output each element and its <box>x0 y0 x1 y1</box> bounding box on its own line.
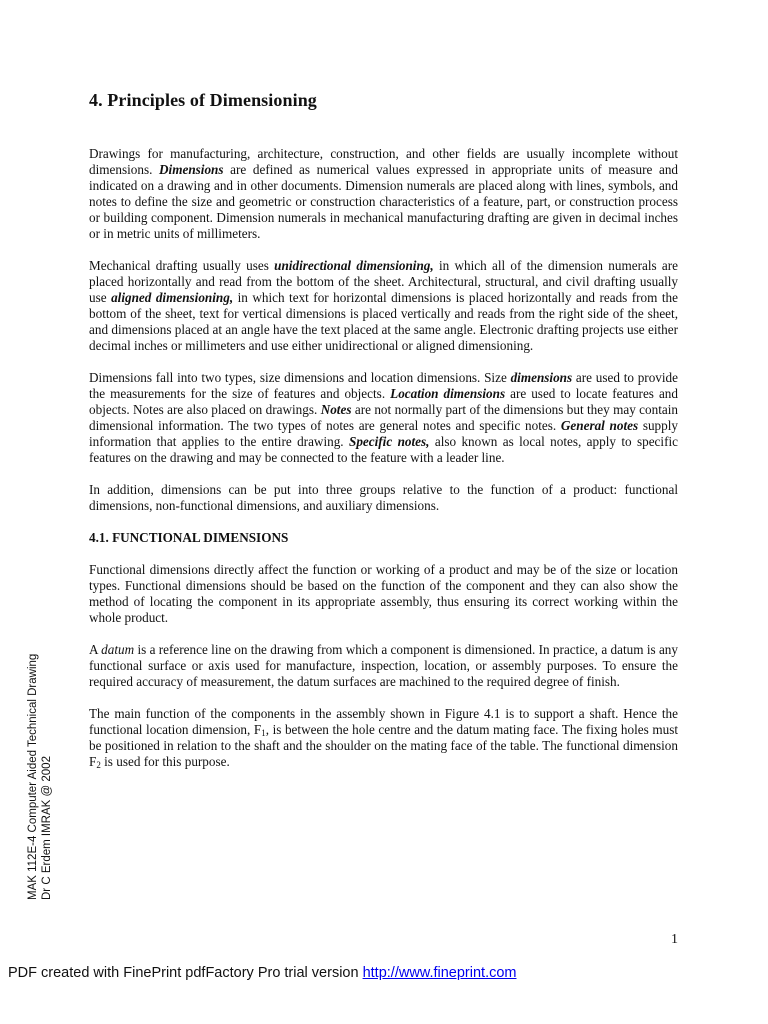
side-course-label <box>26 620 66 900</box>
document-body <box>89 146 678 786</box>
text-span: , is between the hole centre and the datum mating face. The fixing holes must be positioned in relation to the shaft and the shoulder on the mating face of the table. The functional dimension F <box>89 722 678 769</box>
text-span: Dimensions fall into two types, size dimensions and location dimensions. Size <box>89 370 511 385</box>
author-credit: Dr C Erdem IMRAK @ 2002 <box>41 756 53 900</box>
term-specific-notes: Specific notes, <box>348 434 430 449</box>
term-notes: Notes <box>320 402 352 417</box>
term-datum: datum <box>101 642 135 657</box>
term-unidirectional: unidirectional dimensioning, <box>274 258 434 273</box>
term-aligned: aligned dimensioning, <box>111 290 234 305</box>
text-span: are not normally part of the dimensions but they may contain dimensional information. The two types of notes are general notes and specific notes. <box>89 402 678 433</box>
paragraph-groups: In addition, dimensions can be put into three groups relative to the function of a product: functional dimensions, non-functional dimensions, and auxiliary dimensions. <box>89 482 678 513</box>
text-span: in which all of the dimension numerals are placed horizontally and read from the bottom of the sheet. Architectural, structural, and civil drafting usually use <box>89 258 678 305</box>
text-span: are used to locate features and objects. Notes are also placed on drawings. <box>89 386 678 417</box>
term-location-dimensions: Location dimensions <box>390 386 506 401</box>
term-general-notes: General notes <box>560 418 639 433</box>
paragraph-datum <box>89 642 678 690</box>
subscript: 2 <box>96 760 101 770</box>
text-span: The main function of the components in the assembly shown in Figure 4.1 is to support a shaft. Hence the functional location dimension, F <box>89 706 678 737</box>
paragraph-assembly <box>89 706 678 770</box>
text-span: in which text for horizontal dimensions is placed horizontally and reads from the bottom of the sheet, text for vertical dimensions is placed vertically and reads from the right side of the sheet, and dimensions placed at an angle have the text placed at the same angle. Electronic drafting projects use either decimal inches or millimeters and use either unidirectional or aligned dimensioning. <box>89 290 678 353</box>
text-span: also known as local notes, apply to specific features on the drawing and may be connected to the feature with a leader line. <box>89 434 678 465</box>
text-span: is a reference line on the drawing from which a component is dimensioned. In practice, a datum is any functional surface or axis used for manufacture, inspection, location, or assembly purposes. To ensure the required accuracy of measurement, the datum surfaces are machined to the required degree of finish. <box>89 642 678 689</box>
text-span: Drawings for manufacturing, architecture, construction, and other fields are usually incomplete without dimensions. <box>89 146 678 177</box>
section-heading: 4.1. FUNCTIONAL DIMENSIONS <box>89 530 289 545</box>
pdf-footer <box>8 965 517 981</box>
text-span: supply information that applies to the entire drawing. <box>89 418 679 449</box>
text-span: is used for this purpose. <box>100 754 230 769</box>
text-span: are defined as numerical values expressed in appropriate units of measure and indicated on a drawing and in other documents. Dimension numerals are placed along with lines, symbols, and notes to define the size and geometric or construction characteristics of a feature, part, or construction process or building component. Dimension numerals in mechanical manufacturing drafting are given in decimal inches or in metric units of millimeters. <box>89 162 679 241</box>
text-span: A <box>89 642 102 657</box>
term-dimensions: dimensions <box>510 370 573 385</box>
paragraph-types <box>89 370 678 466</box>
page-number: 1 <box>671 932 678 947</box>
subscript: 1 <box>261 728 266 738</box>
paragraph-functional: Functional dimensions directly affect the function or working of a product and may be of the size or location types. Functional dimensions should be based on the function of the component and they can also show the method of locating the component in its appropriate assembly, thus ensuring its correct working within the whole product. <box>89 562 678 625</box>
text-span: are used to provide the measurements for the size of features and objects. <box>89 370 678 401</box>
course-title: MAK 112E-4 Computer Aided Technical Drawing <box>27 653 39 900</box>
paragraph-drafting <box>89 258 678 354</box>
text-span: Mechanical drafting usually uses <box>89 258 275 273</box>
footer-text: PDF created with FinePrint pdfFactory Pro trial version <box>8 965 363 981</box>
page-title: 4. Principles of Dimensioning <box>89 90 317 110</box>
paragraph-intro <box>89 146 678 242</box>
term-dimensions: Dimensions <box>159 162 224 177</box>
fineprint-link[interactable]: http://www.fineprint.com <box>362 965 517 981</box>
